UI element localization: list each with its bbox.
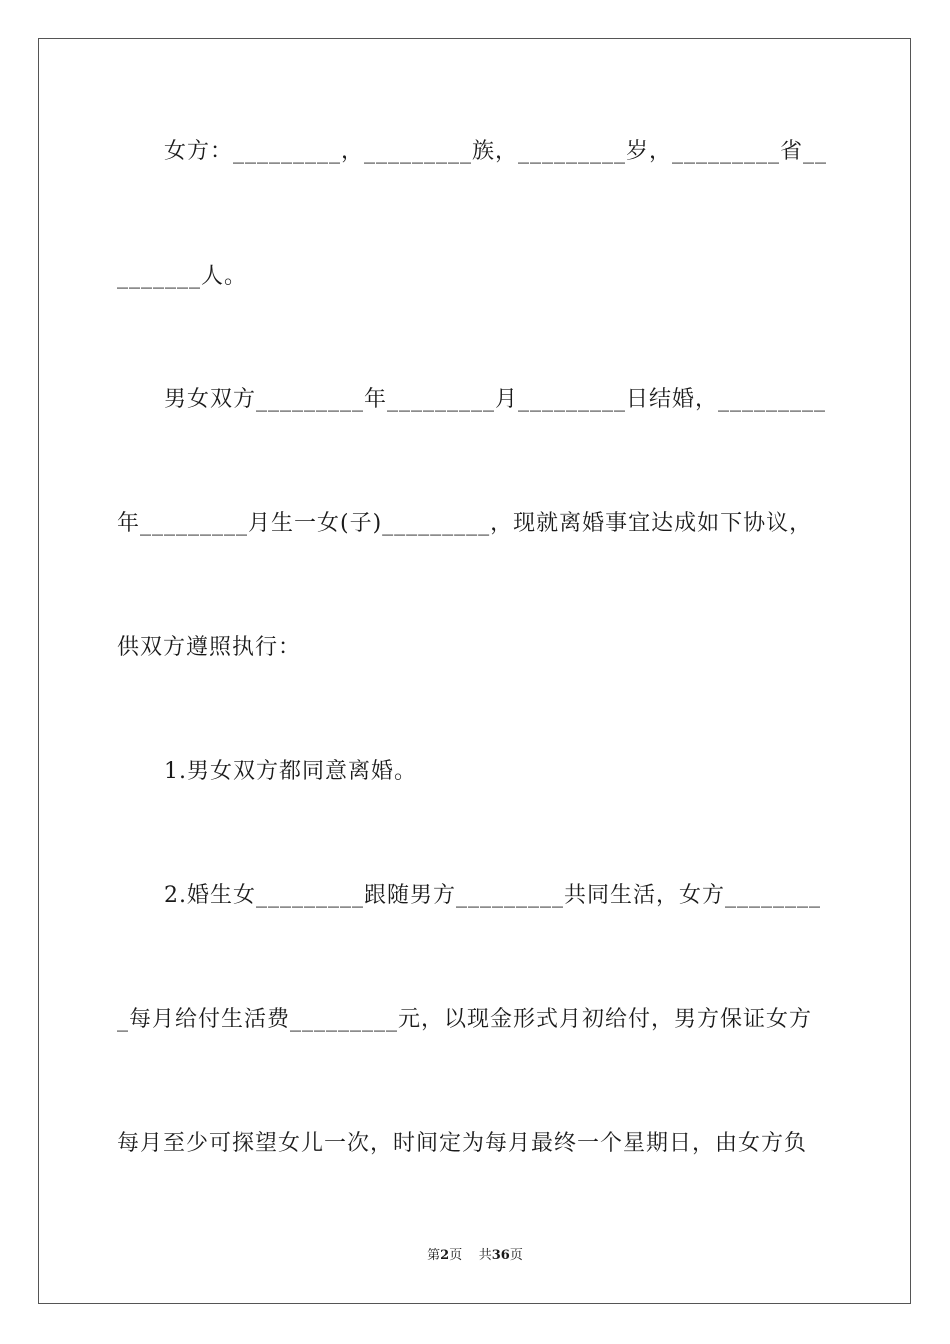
- footer-page-suffix: 页: [449, 1248, 463, 1263]
- footer-total-prefix: 共: [478, 1248, 492, 1263]
- page-border: [38, 38, 911, 1304]
- paragraph-line-3: 男女双方_________年_________月_________日结婚，_________: [164, 387, 827, 412]
- paragraph-line-9: 每月至少可探望女儿一次，时间定为每月最终一个星期日，由女方负: [117, 1131, 808, 1156]
- paragraph-line-6: 1.男女双方都同意离婚。: [164, 759, 417, 784]
- footer-page-number: 2: [440, 1248, 450, 1263]
- footer-total-suffix: 页: [509, 1248, 523, 1263]
- paragraph-line-8: _每月给付生活费_________元，以现金形式月初给付，男方保证女方: [117, 1007, 813, 1032]
- paragraph-line-5: 供双方遵照执行：: [117, 635, 302, 660]
- paragraph-line-1: 女方：_________，_________族，_________岁，_________省__: [164, 139, 828, 164]
- paragraph-line-4: 年_________月生一女(子)_________，现就离婚事宜达成如下协议，: [117, 511, 813, 536]
- paragraph-line-2: _______人。: [117, 264, 248, 289]
- paragraph-line-7: 2.婚生女_________跟随男方_________共同生活，女方________: [164, 883, 821, 908]
- page-footer: [0, 1247, 950, 1265]
- footer-page-prefix: 第: [427, 1248, 441, 1263]
- footer-total-pages: 36: [491, 1248, 510, 1263]
